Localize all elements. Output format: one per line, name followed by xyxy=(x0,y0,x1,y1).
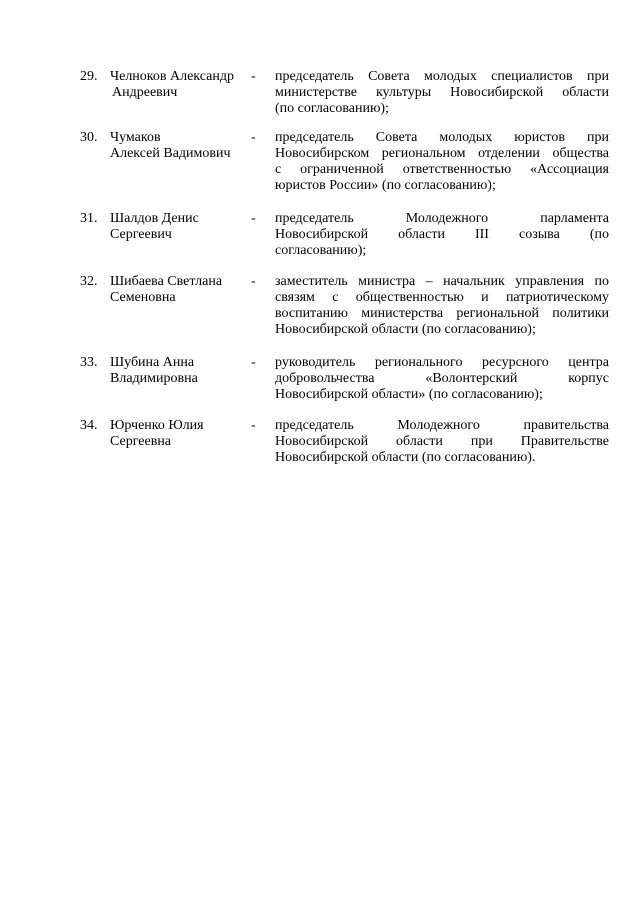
separator-dash: - xyxy=(251,69,256,84)
member-name xyxy=(110,418,250,450)
member-name xyxy=(110,355,250,387)
member-name-line: Владимировна xyxy=(110,371,198,386)
position-line: связям с общественностью и патриотическому xyxy=(275,290,609,305)
member-name-line: Чумаков xyxy=(110,130,161,145)
item-number: 31. xyxy=(80,211,98,226)
position-line: (по согласованию); xyxy=(275,101,389,116)
member-position xyxy=(275,130,609,194)
item-number: 32. xyxy=(80,274,98,289)
member-name xyxy=(110,274,250,306)
member-position xyxy=(275,418,609,466)
separator-dash: - xyxy=(251,211,256,226)
member-name-line: Сергеевич xyxy=(110,227,172,242)
member-name-line: Семеновна xyxy=(110,290,176,305)
item-number: 33. xyxy=(80,355,98,370)
separator-dash: - xyxy=(251,355,256,370)
member-name-line: Юрченко Юлия xyxy=(110,418,204,433)
position-line: добровольчества «Волонтерский корпус xyxy=(275,371,609,386)
member-name-line: Сергеевна xyxy=(110,434,172,449)
position-line: Новосибирской области при Правительстве xyxy=(275,434,609,449)
position-line: председатель Молодежного правительства xyxy=(275,418,609,433)
member-position xyxy=(275,355,609,403)
member-name-line: Андреевич xyxy=(112,85,178,100)
item-number: 29. xyxy=(80,69,98,84)
separator-dash: - xyxy=(251,418,256,433)
position-line: Новосибирской области (по согласованию); xyxy=(275,322,536,337)
member-name-line: Шибаева Светлана xyxy=(110,274,223,289)
position-line: согласованию); xyxy=(275,243,367,258)
member-name-line: Шубина Анна xyxy=(110,355,195,370)
separator-dash: - xyxy=(251,130,256,145)
position-line: Новосибирской области» (по согласованию); xyxy=(275,387,543,402)
position-line: руководитель регионального ресурсного центра xyxy=(275,355,609,370)
position-line: министерстве культуры Новосибирской области xyxy=(275,85,609,100)
position-line: председатель Совета молодых специалистов при xyxy=(275,69,609,84)
position-line: юристов России» (по согласованию); xyxy=(275,178,496,193)
member-name-line: Алексей Вадимович xyxy=(110,146,231,161)
item-number: 34. xyxy=(80,418,98,433)
position-line: Новосибирской области (по согласованию). xyxy=(275,450,536,465)
position-line: воспитанию министерства региональной политики xyxy=(275,306,609,321)
member-position xyxy=(275,211,609,259)
position-line: председатель Совета молодых юристов при xyxy=(275,130,609,145)
member-name xyxy=(110,130,250,162)
member-name-line: Челноков Александр xyxy=(110,69,234,84)
member-position xyxy=(275,69,609,117)
position-line: Новосибирском региональном отделении общества xyxy=(275,146,609,161)
separator-dash: - xyxy=(251,274,256,289)
member-name xyxy=(110,211,250,243)
member-position xyxy=(275,274,609,338)
item-number: 30. xyxy=(80,130,98,145)
position-line: Новосибирской области III созыва (по xyxy=(275,227,609,242)
member-name-line: Шалдов Денис xyxy=(110,211,199,226)
member-name xyxy=(110,69,250,101)
position-line: заместитель министра – начальник управления по xyxy=(275,274,609,289)
position-line: председатель Молодежного парламента xyxy=(275,211,609,226)
position-line: с ограниченной ответственностью «Ассоциация xyxy=(275,162,609,177)
